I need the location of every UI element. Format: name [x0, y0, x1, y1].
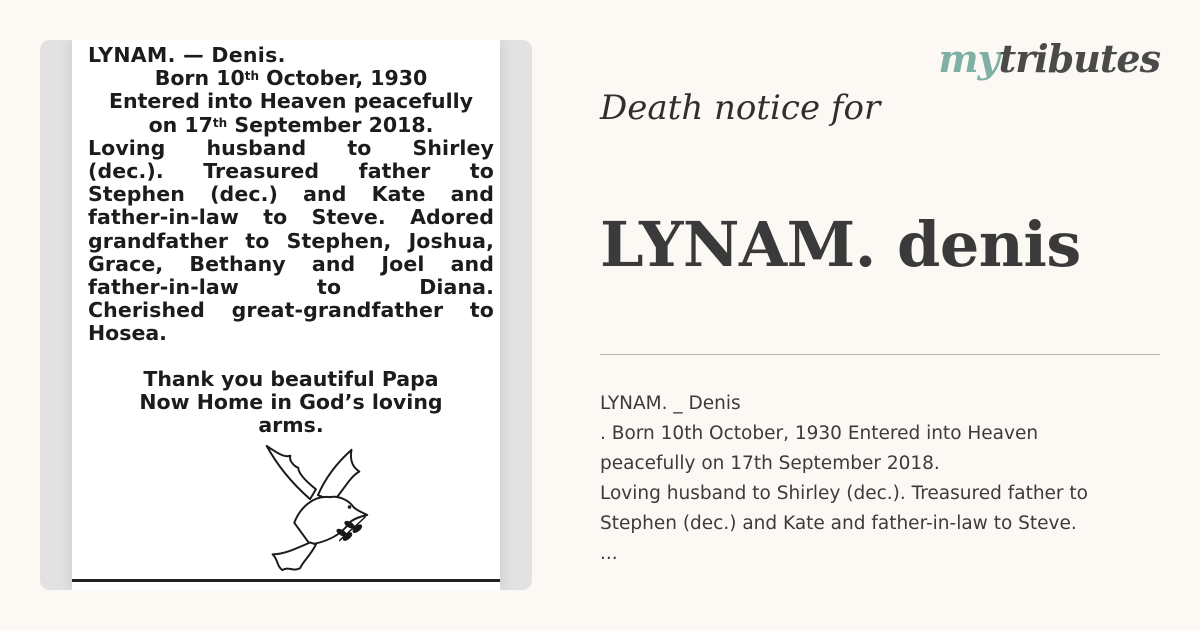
logo-part-tributes: tributes [998, 36, 1160, 81]
excerpt-ellipsis: ... [600, 543, 618, 564]
clipping-verse-line: Thank you beautiful Papa [143, 366, 439, 391]
clipping-born: Born 10th October, 1930 [154, 66, 428, 91]
clipping-body-line: (dec.). Treasured father to [88, 159, 494, 184]
clipping-bottom-rule [72, 579, 500, 582]
mytributes-logo[interactable] [938, 36, 1160, 81]
clipping-body-line: Cherished great-grandfather to [88, 298, 494, 323]
clipping-body-last: Hosea. [88, 321, 167, 346]
dove-icon [254, 438, 374, 576]
clipping-body-line: father-in-law to Diana. [88, 275, 494, 300]
clipping-body-line: Grace, Bethany and Joel and [88, 251, 494, 276]
clipping-body-line: father-in-law to Steve. Adored [88, 205, 494, 230]
clipping-died: on 17th September 2018. [148, 112, 434, 137]
newspaper-paper [72, 40, 500, 590]
excerpt-line: LYNAM. _ Denis [600, 393, 741, 414]
excerpt-line: Loving husband to Shirley (dec.). Treasured father to [600, 483, 1088, 504]
clipping-heading: LYNAM. — Denis. [88, 43, 286, 67]
clipping-body-line: Loving husband to Shirley [88, 135, 494, 160]
excerpt-line: Stephen (dec.) and Kate and father-in-law to Steve. [600, 513, 1077, 534]
divider [600, 354, 1160, 355]
clipping-body-line: grandfather to Stephen, Joshua, [88, 228, 494, 253]
clipping-body-line: Stephen (dec.) and Kate and [88, 182, 494, 207]
excerpt-line: . Born 10th October, 1930 Entered into Heaven [600, 423, 1039, 444]
clipping-entered: Entered into Heaven peacefully [108, 89, 474, 114]
clipping-verse-line: Now Home in God’s loving [139, 389, 443, 414]
clipping-verse-line: arms. [258, 413, 324, 438]
excerpt-line: peacefully on 17th September 2018. [600, 453, 940, 474]
notice-excerpt [600, 389, 1140, 569]
deceased-name: LYNAM. denis [600, 208, 1081, 281]
logo-part-my: my [938, 36, 999, 81]
notice-clipping-image [40, 40, 532, 590]
clipping-text [88, 44, 494, 437]
notice-intro: Death notice for [600, 88, 881, 128]
